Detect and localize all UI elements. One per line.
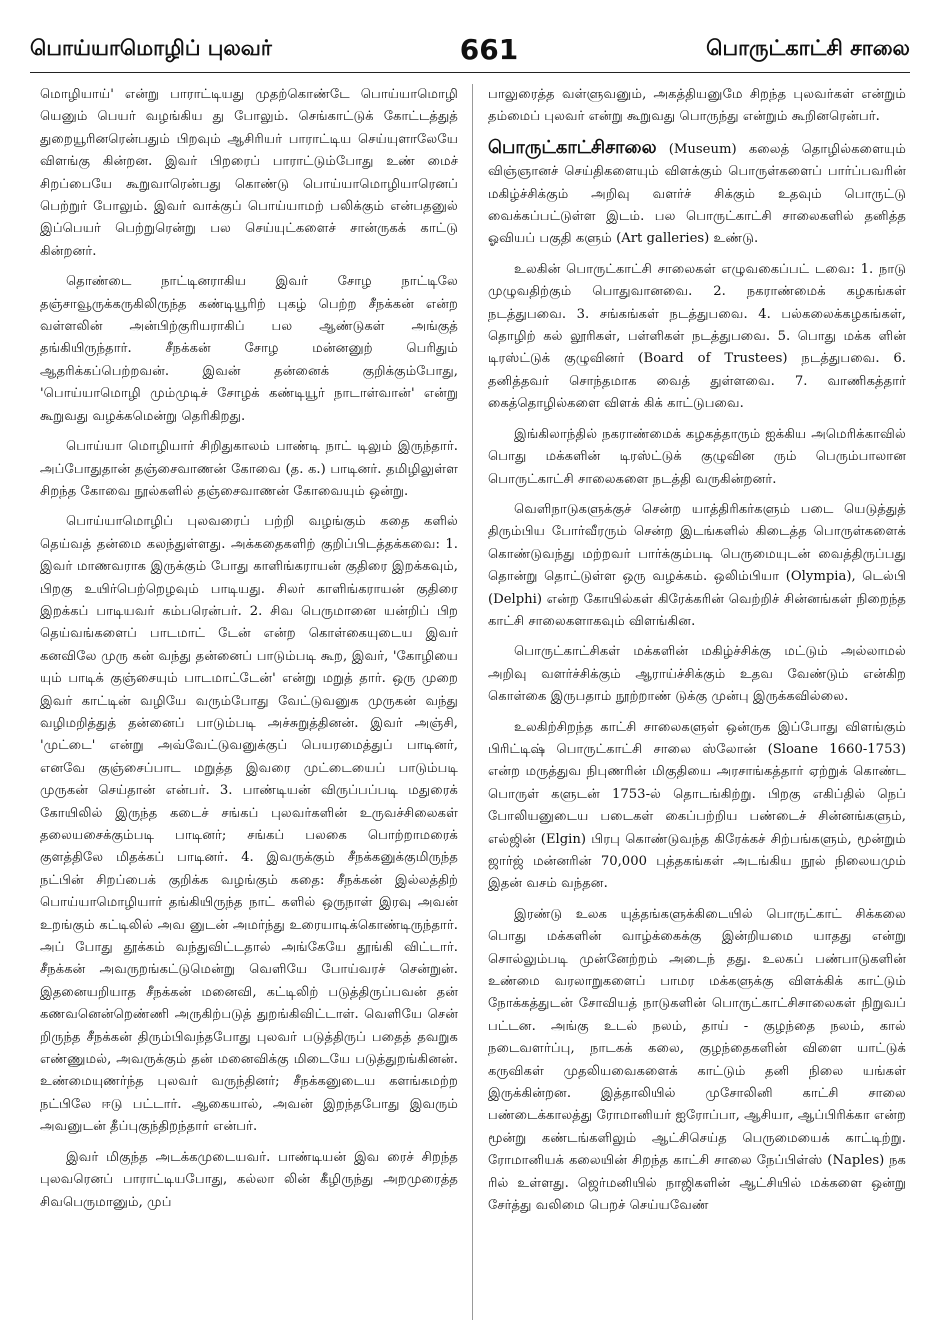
paragraph: தொண்டை நாட்டினராகிய இவர் சோழ நாட்டிலே தஞ்சாவூருக்கருகிலிருந்த கண்டியூரிற் புகழ் பெற்ற சீநக்கன் என்ற வள்ளலின் அன்பிற்குரியராகிப் பல ஆண்டுகள் அங்குத் தங்கியிருந்தார். சீநக்கன் சோழ மன்னனுற் பெரிதும் ஆதரிக்கப்பெற்றவன். இவன் தன்னைக் குறிக்கும்போது, 'பொய்யாமொழி மும்முடிச் சோழக் கண்டியூர் நாடாள்வான்' என்று கூறுவது வழக்கமென்று தெரிகிறது. xyxy=(40,274,458,424)
paragraph: பொய்யா மொழியார் சிறிதுகாலம் பாண்டி நாட் டிலும் இருந்தார். அப்போதுதான் தஞ்சைவாணன் கோவை (த. க.) பாடினர். தமிழிலுள்ள சிறந்த கோவை நூல்களில் தஞ்சைவாணன் கோவையும் ஒன்று. xyxy=(40,439,458,499)
paragraph: இரண்டு உலக யுத்தங்களுக்கிடையில் பொருட்காட் சிக்கலை பொது மக்களின் வாழ்க்கைக்கு இன்றியமை யாதது என்று சொல்லும்படி முன்னேற்றம் அடைந் தது. உலகப் பண்பாடுகளின் உண்மை வரலாறுகளைப் பாமர மக்களுக்கு விளக்கிக் காட்டும் நோக்கத்துடன் சோவியத் நாடுகளின் பொருட்காட்சிசாலைகள் நிறுவப் பட்டன. அங்கு உடல் நலம், தாய் - குழந்தை நலம், கால் நடைவளர்ப்பு, நாடகக் கலை, குழந்தைகளின் விளை யாட்டுக் கருவிகள் முதலியவைகளைக் காட்டும் தனி நிலை யங்கள் இருக்கின்றன. இத்தாலியில் முசோலினி காட்சி சாலை பண்டைக்காலத்து ரோமானியர் ஐரோப்பா, ஆசியா, ஆப்பிரிக்கா என்ற மூன்று கண்டங்களிலும் ஆட்சிசெய்த பெருமையைக் காட்டிற்று. ரோமானியக் கலையின் சிறந்த காட்சி சாலை நேப்பிள்ஸ் (Naples) நக ரில் உள்ளது. ஜெர்மனியில் நாஜிகளின் ஆட்சியில் மக்களை ஒன்று சேர்த்து வலிமை பெறச் செய்யவேண் xyxy=(488,906,906,1214)
running-head-right: பொருட்காட்சி சாலை xyxy=(706,35,910,60)
entry-text: கலைத் தொழில்களையும் விஞ்ஞானச் செய்திகளையும் விளக்கும் பொருள்களைப் பார்ப்பவரின் மகிழ்ச்சிக்கும் அறிவு வளர்ச் சிக்கும் உதவும் பொருட்டு வைக்கப்பட்டுள்ள இடம். பல பொருட்காட்சி சாலைகளில் தனித்த ஓவியப் பகுதி களும் (Art galleries) உண்டு. xyxy=(488,141,906,247)
column-divider xyxy=(472,84,473,1320)
right-column xyxy=(488,84,906,1320)
paragraph: இங்கிலாந்தில் நகராண்மைக் கழகத்தாரும் ஐக்கிய அமெரிக்காவில் பொது மக்களின் டிரஸ்ட்டுக் குழுவின ரும் பெரும்பாலான பொருட்காட்சி சாலைகளை நடத்தி வருகின்றனர். xyxy=(488,426,906,487)
left-column xyxy=(40,84,458,1320)
paragraph: பொருட்காட்சிகள் மக்களின் மகிழ்ச்சிக்கு மட்டும் அல்லாமல் அறிவு வளர்ச்சிக்கும் ஆராய்ச்சிக்கும் உதவ வேண்டும் என்கிற கொள்கை இருபதாம் நூற்றாண் டுக்கு முன்பு இருக்கவில்லை. xyxy=(488,644,906,705)
paragraph: பாலுரைத்த வள்ளுவனும், அகத்தியனுமே சிறந்த புலவர்கள் என்றும் தம்மைப் புலவர் என்று கூறுவது பொருந்து என்றும் கூறினரென்பர். xyxy=(488,87,906,125)
paragraph: வெளிநாடுகளுக்குச் சென்ற யாத்திரிகர்களும் படை யெடுத்துத் திரும்பிய போர்வீரரும் சென்ற இடங்களில் கிடைத்த பொருள்களைக் கொண்டுவந்து மற்றவர் பார்க்கும்படி பெருமையுடன் வைத்திருப்பது தொன்று தொட்டுள்ள ஒரு வழக்கம். ஒலிம்பியா (Olympia), டெல்பி (Delphi) என்ற கோயில்கள் கிரேக்கரின் வெற்றிச் சின்னங்கள் நிறைந்த காட்சி சாலைகளாகவும் விளங்கின. xyxy=(488,501,906,629)
paragraph: உலகின் பொருட்காட்சி சாலைகள் எழுவகைப்பட் டவை: 1. நாடு முழுவதிற்கும் பொதுவானவை. 2. நகராண்மைக் கழகங்கள் நடத்துபவை. 3. சங்கங்கள் நடத்துபவை. 4. பல்கலைக்கழகங்கள், தொழிற் கல் லூரிகள், பள்ளிகள் நடத்துபவை. 5. பொது மக்க ளின் டிரஸ்ட்டுக் குழுவினர் (Board of Trustees) நடத்துபவை. 6. தனித்தவர் சொந்தமாக வைத் துள்ளவை. 7. வாணிகத்தார் கைத்தொழில்களை விளக் கிக் காட்டுபவை. xyxy=(488,261,906,412)
paragraph: இவர் மிகுந்த அடக்கமுடையவர். பாண்டியன் இவ ரைச் சிறந்த புலவரெனப் பாராட்டியபோது, கல்லா லின் கீழிருந்து அறமுரைத்த சிவபெருமானும், முப் xyxy=(40,1149,458,1210)
paragraph: பொய்யாமொழிப் புலவரைப் பற்றி வழங்கும் கதை களில் தெய்வத் தன்மை கலந்துள்ளது. அக்கதைகளிற் குறிப்பிடத்தக்கவை: 1. இவர் மாணவராக இருக்கும் போது காளிங்கராயன் குதிரை இறக்கவும், பிறகு உயிர்பெற்றெழவும் பாடியது. சிலர் காளிங்கராயன் குதிரை இறக்கப் பாடியவர் கம்பரென்பர். 2. சிவ பெருமானை யன்றிப் பிற தெய்வங்களைப் பாடமாட் டேன் என்ற கொள்கையுடைய இவர் கனவிலே முரு கன் வந்து தன்னைப் பாடும்படி கூற, இவர், 'கோழியை யும் பாடிக் குஞ்சையும் பாடமாட்டேன்' என்று மறுத் தார். ஒரு முறை இவர் காட்டின் வழியே வரும்போது வேட்டுவனுக முருகன் வந்து வழிமறித்துத் தன்னைப் பாடும்படி அச்சுறுத்தினன். இவர் அஞ்சி, 'முட்டை' என்று அவ்வேட்டுவனுக்குப் பெயரமைத்துப் பாடினர், எனவே குஞ்சைப்பாட மறுத்த இவரை முட்டையைப் பாடும்படி முருகன் செய்தான் என்பர். 3. பாண்டியன் விருப்பப்படி மதுரைக் கோயிலில் இருந்த கடைச் சங்கப் புலவர்களின் உருவச்சிலைகள் தலையசைக்கும்படி பாடினர்; சங்கப் பலகை பொற்றாமரைக் குளத்திலே மிதக்கப் பாடினர். 4. இவருக்கும் சீநக்கனுக்குமிருந்த நட்பின் சிறப்பைக் குறிக்க வழங்கும் கதை: சீநக்கன் இல்லத்திற் பொய்யாமொழியார் தங்கியிருந்த நாட் களில் ஒருநாள் இரவு அவன் உறங்கும் கட்டிலில் அவ னுடன் அமர்ந்து உரையாடிக்கொண்டிருந்தார். அப் போது தூக்கம் வந்துவிட்டதால் அங்கேயே தூங்கி விட்டார். சீநக்கன் அவருறங்கட்டுமென்று வெளியே போய்வரச் சென்றுன். இதனையறியாத சீநக்கன் மனைவி, கட்டிலிற் படுத்திருப்பவன் தன் கணவனென்றெண்ணி அருகிற்படுத் துறங்கிவிட்டாள். வெளியே சென் றிருந்த சீநக்கன் திரும்பிவந்தபோது புலவர் படுத்திருப் பதைத் தவறுக எண்ணுமல், அவருக்கும் தன் மனைவிக்கு மிடையே படுத்துறங்கினன். உண்மையுணர்ந்த புலவர் வருந்தினர்; சீநக்கனுடைய களங்கமற்ற நட்பிலே ஈடு பட்டார். ஆகையால், அவன் இறந்தபோது இவரும் அவனுடன் தீப்புகுந்திறந்தார் என்பர். xyxy=(40,514,458,1135)
entry-heading-english: (Museum) xyxy=(668,141,737,157)
paragraph: மொழியாய்' என்று பாராட்டியது முதற்கொண்டே பொய்யாமொழி யெனும் பெயர் வழங்கிய து போலும். செங்காட்டுக் கோட்டத்துத் துறையூரினரென்பதும் பிறவும் ஆசிரியர் பாராட்டிய செய்யுளாலேயே விளங்கு கின்றன. இவர் பிறரைப் பாராட்டும்போது உண் மைச் சிறப்பையே கூறுவாரென்பது கொண்டு பொய்யாமொழியாரெனப் பெற்றுர் போலும். இவர் வாக்குப் பொய்யாமற் பலிக்கும் என்பதனுல் இப்பெயர் பெற்றுரென்று பல செய்யுட்களைச் சான்ருகக் காட்டு கின்றனர். xyxy=(40,87,458,259)
page-number: 661 xyxy=(459,32,519,66)
running-head-left: பொய்யாமொழிப் புலவர் xyxy=(30,35,272,60)
entry-heading: பொருட்காட்சிசாலை xyxy=(488,136,657,158)
entry-paragraph xyxy=(488,137,906,251)
paragraph: உலகிற்சிறந்த காட்சி சாலைகளுள் ஒன்ருக இப்போது விளங்கும் பிரிட்டிஷ் பொருட்காட்சி சாலை ஸ்லோன் (Sloane 1660-1753) என்ற மருத்துவ நிபுணரின் மிகுதியை அரசாங்கத்தார் ஏற்றுக் கொண்ட பொருள் களுடன் 1753-ல் தொடங்கிற்று. பிறகு எகிப்தில் நெப் போலியனுடைய படைகள் கைப்பற்றிய பண்டைச் சின்னங்களும், எல்ஜின் (Elgin) பிரபு கொண்டுவந்த கிரேக்கச் சிற்பங்களும், மூன்றும் ஜார்ஜ் மன்னரின் 70,000 புத்தகங்கள் அடங்கிய நூல் நிலையமும் இதன் வசம் வந்தன. xyxy=(488,719,906,892)
page-header xyxy=(30,26,910,73)
